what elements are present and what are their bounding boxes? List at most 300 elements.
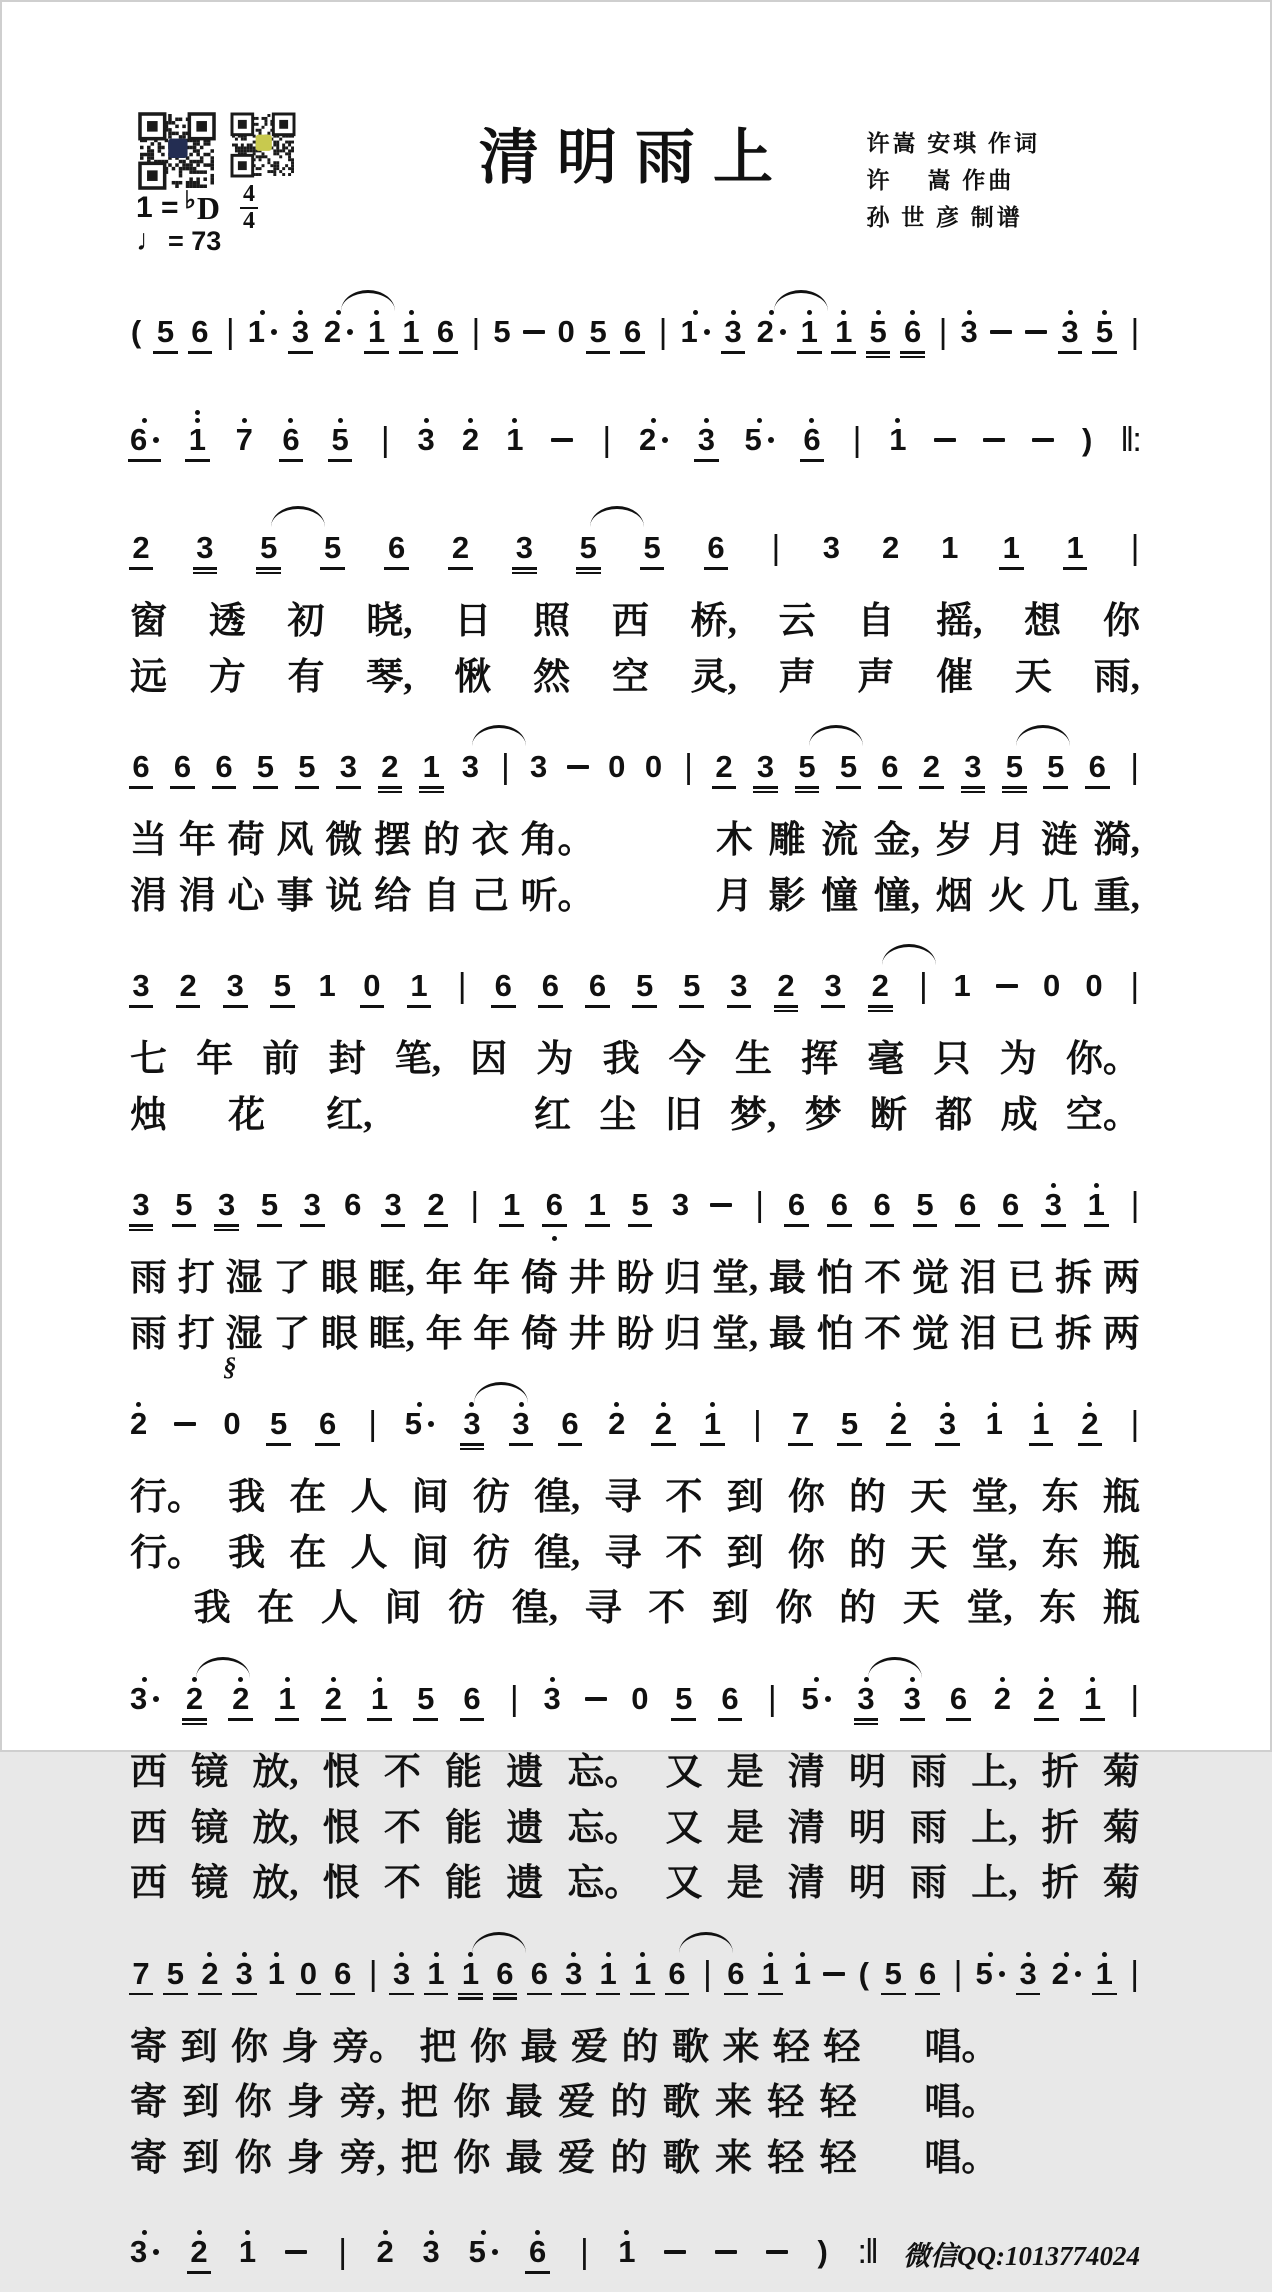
lyric-cell: 间 [384,1588,422,1630]
note-token: 3 [722,294,744,372]
lyric-segment [716,820,1140,863]
note-token: 2 [652,1386,674,1464]
time-signature [240,182,258,234]
lyric-cell: 上, [971,1863,1018,1905]
note-token: 0 [631,1681,649,1717]
lyric-cell: 忘。 [567,1752,642,1794]
meter-numerator: 4 [240,182,258,209]
lyric-cell: 两 [1102,1313,1140,1355]
lyric-cell: 你 [234,2137,272,2179]
note-token [710,1167,732,1245]
music-line-system-6 [130,1661,1140,1739]
lyric-cell: 明 [848,1863,886,1905]
lyric-row [130,1808,1140,1851]
lyric-segment [130,820,595,863]
lyric-cell: 憧, [873,875,921,917]
bar-line: | [938,313,946,351]
lyric-segment [130,1039,1140,1082]
note-token: 2 [199,1936,221,2014]
lyric-cell: 笔, [394,1039,441,1081]
note-token [934,402,956,480]
lyric-cell: 徨, [533,1477,581,1519]
bar-line: | [1130,529,1138,567]
lyric-segment [130,1533,1140,1576]
note-token: 0 [608,749,626,785]
note-token: 1 [425,1936,447,2014]
note-token: 5 [271,948,293,1026]
lyric-cell: 间 [411,1532,449,1574]
lyricist-credit: 许嵩 安琪 作词 [866,131,1040,156]
note-token: 2 [608,1386,625,1464]
note-token: 3 [901,1661,923,1739]
lyric-cell: 你 [231,2026,268,2068]
lyric-cell: 桥, [690,601,737,642]
lyric-cell: 当 [130,820,167,862]
lyric-cell: 唱。 [924,2082,999,2124]
lyric-row [130,601,1140,644]
lyric-cell: 寻 [584,1588,622,1630]
note-token: 2 [324,294,353,372]
note-token: 6 [622,294,644,372]
lyric-cell: 镜 [191,1807,229,1849]
lyric-cell: 折 [1041,1863,1079,1905]
lyric-cell: 轻 [823,2026,861,2068]
lyric-segment [130,601,1140,644]
bar-line: | [752,1405,760,1444]
note-token: 0 § [223,1352,241,1442]
lyric-cell: 流 [821,820,859,862]
note-token: 3 [216,1167,238,1245]
lyric-cell: 漪, [1093,820,1140,862]
lyric-cell: 前 [262,1039,300,1081]
lyric-cell: 归 [664,1313,702,1355]
lyric-cell: 己 [471,875,509,917]
lyric-cell: 倚 [521,1258,558,1300]
lyric-cell: 木 [715,820,753,862]
lyric-cell: 窗 [130,601,167,642]
tie-arc [590,506,644,527]
lyric-cell: 天 [910,1532,948,1574]
lyric-cell: 爱 [571,2026,608,2068]
song-title: 清明雨上 [479,125,791,191]
lyric-cell: 挥 [801,1039,839,1081]
note-token: 0 [644,749,663,785]
note-token [996,948,1018,1026]
note-token: 0 [557,314,575,349]
note-token: 2 [130,510,152,588]
note-token: 3 [529,749,548,785]
note-token: 2 [757,294,786,372]
lyric-cell: 雨, [1093,656,1140,698]
bar-line: | [755,1186,763,1225]
repeat-sign: :‖ [857,2233,877,2272]
lyric-cell: 寻 [604,1532,642,1574]
bar-line: | [658,313,666,351]
lyric-cell: 在 [289,1477,327,1519]
lyric-cell: 遗 [506,1807,544,1849]
lyric-cell: 来 [715,2137,753,2179]
lyric-row [130,2138,1140,2181]
note-token: 5 [837,729,859,807]
note-token [567,729,589,807]
lyric-cell: 湿 [225,1313,263,1355]
lyric-cell: 已 [1007,1258,1045,1300]
note-token: 3 [1017,1936,1039,2014]
note-token: 1 [986,1386,1003,1464]
lyric-cell: 你 [1102,601,1140,642]
note-token: 1 [953,968,971,1004]
note-token: 5 [268,1386,290,1464]
lyric-cell: 又 [665,1863,703,1905]
lyric-cell: 爱 [558,2137,595,2179]
note-token: 1 [833,294,855,372]
note-token: ) [817,2234,828,2270]
lyric-cell: 年 [473,1313,511,1355]
lyric-segment [130,876,595,919]
lyric-cell: 是 [726,1807,764,1849]
bar-line: | [602,421,610,459]
lyric-cell: 为 [536,1039,574,1081]
note-token: 5 [882,1936,904,2014]
bar-line: | [1130,967,1138,1006]
lyric-cell: 你 [470,2026,507,2068]
note-token: 1 [618,2214,635,2292]
note-token: 2 [449,510,471,588]
note-token: 1 [701,1386,723,1464]
note-token: 5 [1093,294,1115,372]
repeat-sign: ‖: [1120,421,1140,459]
lyric-cell: 梦 [804,1094,842,1136]
note-token [551,402,573,480]
lyric-cell: 今 [668,1039,706,1081]
lyric-cell: 恨 [322,1863,360,1905]
note-token: 5 [914,1167,936,1245]
lyric-cell: 能 [445,1863,483,1905]
note-token: 1 [506,402,523,480]
lyric-segment [130,2138,999,2181]
note-token: 6 [494,1936,516,2014]
lyric-cell: 身 [281,2026,319,2068]
lyric-cell: 最 [505,2137,543,2179]
quarter-note-icon: ♩ [136,224,166,257]
lyric-cell: 的 [848,1532,886,1574]
lyric-cell: 身 [287,2137,325,2179]
note-token [285,2214,307,2292]
note-token: 2 [184,1661,206,1739]
lyric-cell: 怕 [816,1313,854,1355]
lyric-cell: 西 [130,1752,167,1794]
note-token: 3 [563,1936,585,2014]
lyric-cell: 眼 [320,1313,358,1355]
lyric-cell: 彷 [472,1532,510,1574]
note-token: 1 [597,1936,619,2014]
lyric-cell: 想 [1024,601,1062,642]
note-token: 3 [937,1386,959,1464]
lyric-segment [130,2082,999,2125]
lyric-cell: 菊 [1102,1752,1140,1794]
lyric-cell: 红 [534,1094,571,1136]
score-body [130,294,1140,2180]
note-token: 3 [695,402,717,480]
key-note: D [196,189,220,226]
note-token: 6 [1000,1167,1022,1245]
note-token: 6 [461,1661,483,1739]
lyric-cell: 到 [711,1588,749,1630]
lyric-cell: 明 [848,1807,886,1849]
note-token: 3 [461,1386,483,1464]
lyric-cell: 来 [722,2026,760,2068]
note-token: 6 [332,1936,354,2014]
lyric-cell: 东 [1039,1588,1077,1630]
lyric-cell: 晓, [366,601,413,642]
lyric-cell: 你 [453,2137,491,2179]
lyric-cell: 空。 [1066,1094,1140,1136]
note-token: 2 [888,1386,910,1464]
note-token: 1 [400,294,422,372]
lyric-segment [130,2027,999,2070]
lyric-cell: 唱。 [924,2137,999,2179]
lyric-cell: 遗 [506,1752,544,1794]
note-token: 3 [224,948,246,1026]
lyric-cell: 湿 [225,1258,263,1300]
note-token: 2 [639,402,668,480]
lyric-cell: 来 [715,2082,753,2124]
lyric-cell: 倚 [521,1313,558,1355]
note-token: 2 [1079,1386,1101,1464]
lyric-cell: 折 [1041,1752,1079,1794]
lyric-row [130,657,1140,700]
lyric-cell: 轻 [819,2137,857,2179]
note-token: 3 [130,1167,152,1245]
lyric-segment [534,1095,1140,1138]
lyric-cell: 把 [400,2082,438,2124]
bar-line: | [225,313,233,351]
note-token: 3 [513,510,535,588]
note-token: 0 [1085,968,1103,1004]
note-token: 2 [177,948,199,1026]
lyric-cell: 雨 [130,1313,167,1355]
note-token: 6 [189,294,211,372]
bar-line: | [501,748,508,787]
lyric-cell: 人 [350,1477,388,1519]
lyric-cell: 七 [130,1039,167,1081]
lyric-cell: 只 [933,1039,971,1081]
note-token: 6 [828,1167,850,1245]
note-token: 6 [666,1936,688,2014]
note-token: 5 [681,948,703,1026]
lyric-cell: 火 [988,875,1026,917]
lyric-cell: 行。 [130,1532,204,1574]
note-token [174,1386,196,1464]
note-token: 5 [154,294,176,372]
lyric-segment [130,1314,1140,1357]
lyric-cell: 歌 [662,2082,700,2124]
note-token: 6 [786,1167,808,1245]
note-token: 6 [871,1167,893,1245]
music-line-intro-1 [130,294,1140,372]
lyric-cell: 不 [648,1588,686,1630]
bar-line: | [953,1954,961,1993]
note-token: 1 [1064,510,1086,588]
lyric-cell: 是 [726,1863,764,1905]
lyric-cell: 歌 [672,2026,709,2068]
note-token: ) [1081,422,1093,457]
lyric-cell: 镜 [191,1863,229,1905]
note-token: 3 [417,402,434,480]
note-token: 6 [527,2214,549,2292]
lyric-cell: 堂, [711,1258,759,1300]
note-token: 1 [889,402,906,480]
lyric-cell: 灵, [690,656,737,698]
note-token: 5 [867,294,889,372]
lyric-cell: 催 [936,656,974,698]
flat-icon: ♭ [184,186,196,214]
note-token: 6 [948,1661,970,1739]
header [130,96,1140,264]
lyric-cell: 心 [227,875,265,917]
lyric-cell: 在 [257,1588,295,1630]
lyric-cell: 怕 [816,1258,854,1300]
lyric-cell: 又 [665,1752,703,1794]
note-token [983,402,1005,480]
note-token: 5 [405,1386,434,1464]
lyric-segment [130,1863,1140,1906]
note-token: 1 [408,948,430,1026]
bar-line: | [684,748,691,787]
lyric-cell: 井 [568,1313,606,1355]
lyric-cell: 上, [971,1807,1018,1849]
note-token: 2 [462,402,479,480]
lyric-row [130,2027,1140,2070]
note-token: 3 [289,294,311,372]
lyric-cell: 不 [665,1532,703,1574]
lyric-cell [872,2138,909,2181]
transcriber-credit: 孙 世 彦 制谱 [866,204,1023,230]
note-token: 5 [258,1167,280,1245]
lyric-cell: 寄 [130,2082,167,2124]
lyric-cell: 西 [130,1863,167,1905]
note-token: 2 [130,1386,147,1464]
bar-line: | [852,421,860,459]
lyric-cell: 微 [325,820,363,862]
bar-line: | [703,1954,710,1993]
note-token: 5 [164,1936,186,2014]
lyric-cell: 风 [276,820,314,862]
lyric-cell: 盼 [616,1313,654,1355]
lyric-cell: 烛 [130,1094,167,1136]
lyric-cell: 寄 [130,2026,167,2068]
lyric-cell: 然 [533,656,571,698]
note-token [523,294,545,372]
note-token: 3 [391,1936,413,2014]
lyric-cell: 遗 [506,1863,544,1905]
tie-arc [271,506,325,527]
lyric-cell: 徨, [533,1532,581,1574]
lyric-cell: 年 [473,1258,511,1300]
note-token: 2 [881,530,900,565]
lyric-cell: 听。 [520,875,595,917]
lyric-cell: 声 [857,656,895,698]
note-token [766,2214,788,2292]
lyric-cell: 的 [848,1477,886,1519]
bar-line: | [457,967,465,1006]
note-token [1032,402,1054,480]
lyric-cell: 菊 [1102,1807,1140,1849]
lyric-cell: 了 [273,1258,311,1300]
music-line-system-5 [130,1352,1140,1464]
lyric-cell: 堂, [966,1588,1013,1630]
note-token: 1 [1030,1386,1052,1464]
lyric-cell: 金, [873,820,921,862]
lyric-cell: 的 [422,820,460,862]
note-token: 0 [1043,968,1061,1004]
note-token: 6 [719,1661,741,1739]
lyric-cell: 摆 [374,820,412,862]
lyric-row [130,820,1140,863]
note-token: 5 [1003,729,1025,807]
note-token: 0 [361,948,383,1026]
note-token: 5 [745,402,774,480]
bar-line: | [368,1954,376,1993]
music-line-system-1 [130,510,1140,588]
lyric-cell: 镜 [191,1752,229,1794]
lyric-cell: 把 [419,2026,457,2068]
music-line-final [130,2214,877,2292]
lyric-segment [130,1477,1140,1520]
music-line-intro-2 [130,402,1140,480]
lyric-cell: 不 [665,1477,703,1519]
note-token: 6 [801,402,823,480]
note-token: 6 [280,402,302,480]
lyric-cell: 东 [1041,1477,1079,1519]
music-line-system-4 [130,1167,1140,1245]
lyric-cell: 放, [252,1807,299,1849]
lyric-cell: 给 [374,875,412,917]
note-token: 6 [539,948,561,1026]
note-token: 3 [960,294,977,372]
music-line-system-2 [130,729,1140,807]
bar-line: | [380,421,388,459]
note-token: 3 [301,1167,323,1245]
lyric-cell: 最 [768,1258,806,1300]
bar-line: | [767,1680,775,1719]
lyric-cell: 放, [252,1863,299,1905]
lyric-cell: 拆 [1055,1313,1093,1355]
note-token: 1 [1082,1661,1104,1739]
lyric-cell: 最 [505,2082,543,2124]
note-token: 1 [239,2214,256,2292]
note-token: 3 [822,948,844,1026]
note-token: 5 [329,402,351,480]
note-token: 5 [796,729,818,807]
lyric-cell: 说 [325,875,363,917]
bar-line: | [509,1680,517,1719]
note-token: 6 [705,510,727,588]
lyric-row [130,1477,1140,1520]
bar-line: | [1130,1186,1138,1225]
bar-line: | [1130,1680,1138,1719]
lyric-cell: 摇, [936,601,983,642]
lyric-cell: 年 [425,1313,463,1355]
note-token: 5 [838,1386,860,1464]
lyric-cell: 行。 [130,1477,204,1519]
lyric-cell: 归 [664,1258,702,1300]
lyric-cell: 眼 [320,1258,358,1300]
note-token: 3 [130,948,152,1026]
note-token: 6 [917,1936,939,2014]
lyric-cell: 的 [610,2082,648,2124]
note-token: 2 [775,948,797,1026]
